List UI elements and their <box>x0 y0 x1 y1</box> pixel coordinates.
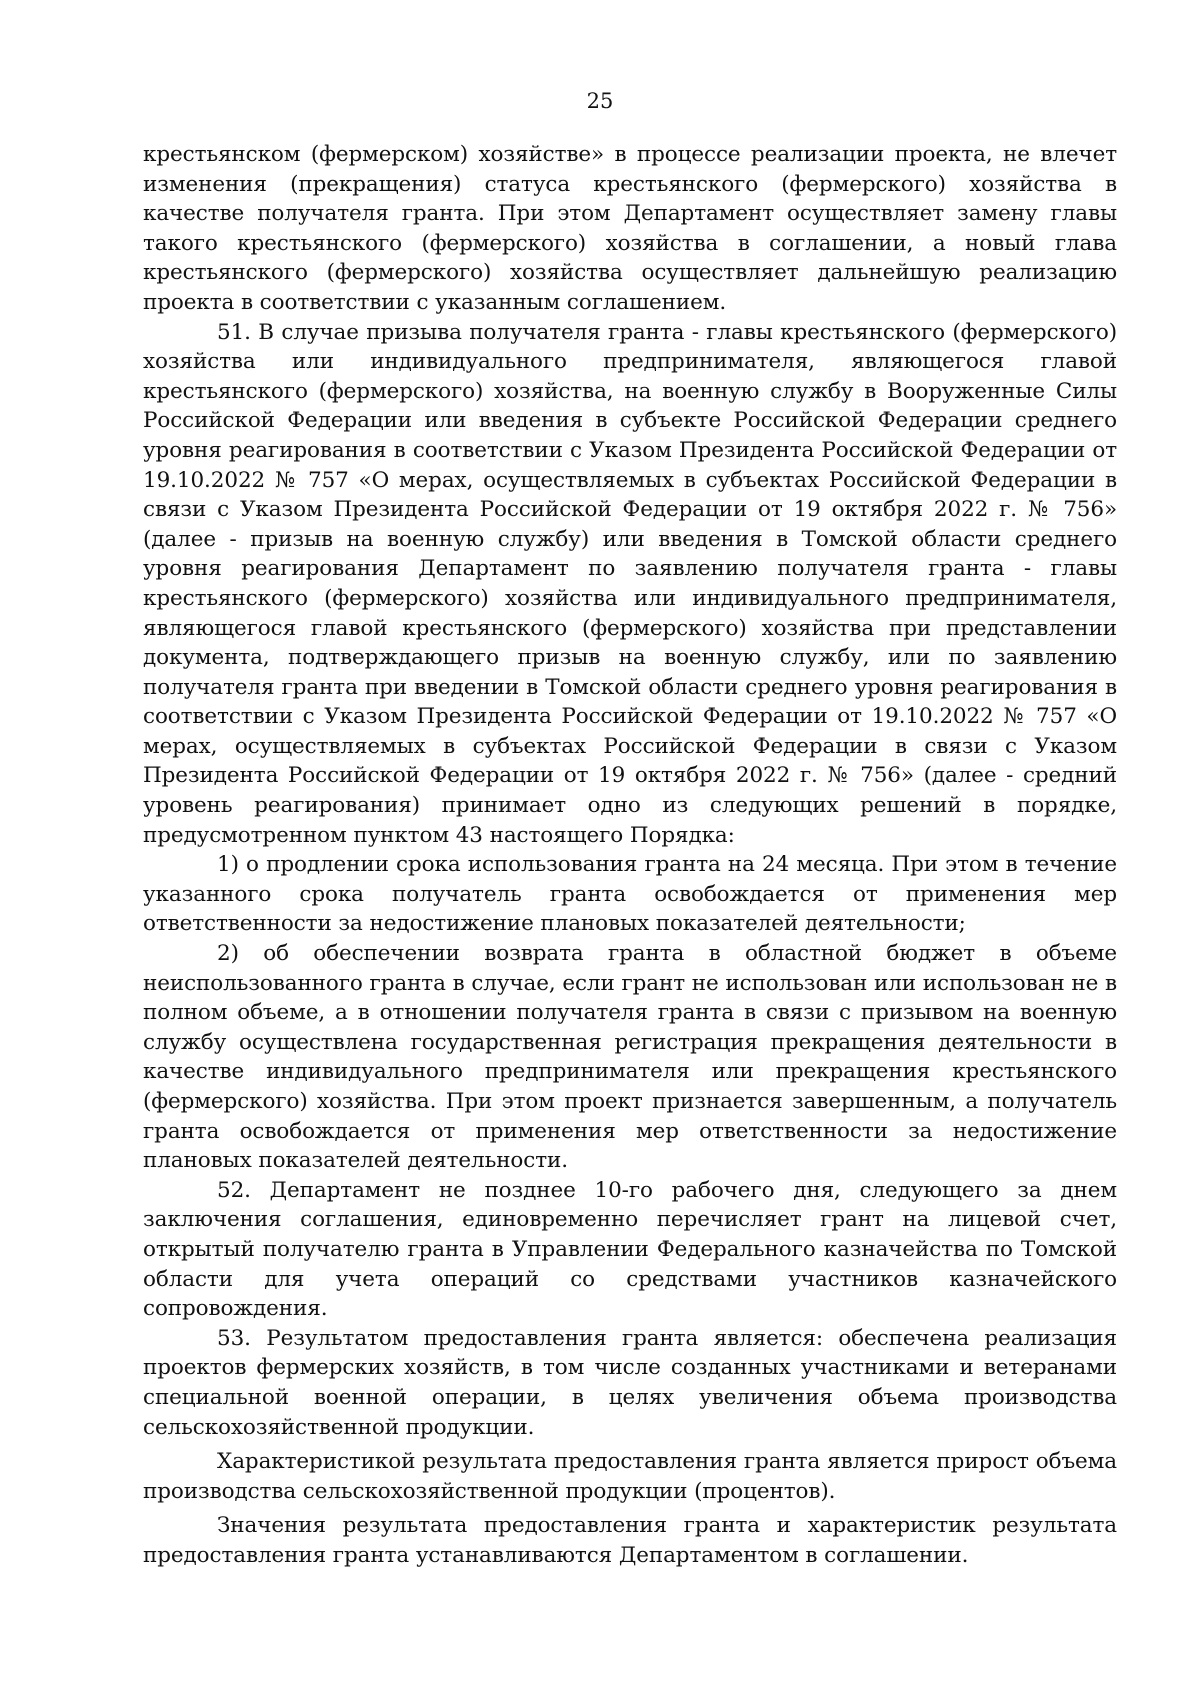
paragraph-item-51: 51. В случае призыва получателя гранта - главы крестьянского (фермерского) хозяйства или индивидуального предпринимателя, являющегося главой крестьянского (фермерского) хозяйства, на военную службу в Вооруженные Силы Российской Федерации или введения в субъекте Российской Федерации среднего уровня реагирования в соответствии с Указом Президента Российской Федерации от 19.10.2022 № 757 «О мерах, осуществляемых в субъектах Российской Федерации в связи с Указом Президента Российской Федерации от 19 октября 2022 г. № 756» (далее - призыв на военную службу) или введения в Томской области среднего уровня реагирования Департамент по заявлению получателя гранта - главы крестьянского (фермерского) хозяйства или индивидуального предпринимателя, являющегося главой крестьянского (фермерского) хозяйства при представлении документа, подтверждающего призыв на военную службу, или по заявлению получателя гранта при введении в Томской области среднего уровня реагирования в соответствии с Указом Президента Российской Федерации от 19.10.2022 № 757 «О мерах, осуществляемых в субъектах Российской Федерации в связи с Указом Президента Российской Федерации от 19 октября 2022 г. № 756» (далее - средний уровень реагирования) принимает одно из следующих решений в порядке, предусмотренном пунктом 43 настоящего Порядка: <box>143 319 1117 848</box>
paragraph-item-53: 53. Результатом предоставления гранта является: обеспечена реализация проектов фермерских хозяйств, в том числе созданных участниками и ветеранами специальной военной операции, в целях увеличения объема производства сельскохозяйственной продукции. <box>143 1325 1117 1440</box>
document-body <box>143 140 1117 1571</box>
page-number: 25 <box>586 89 614 113</box>
paragraph-item-52: 52. Департамент не позднее 10-го рабочего дня, следующего за днем заключения соглашения, единовременно перечисляет грант на лицевой счет, открытый получателю гранта в Управлении Федерального казначейства по Томской области для учета операций со средствами участников казначейского сопровождения. <box>143 1177 1117 1322</box>
paragraph-subitem-2: 2) об обеспечении возврата гранта в областной бюджет в объеме неиспользованного гранта в случае, если грант не использован или использован не в полном объеме, а в отношении получателя гранта в связи с призывом на военную службу осуществлена государственная регистрация прекращения деятельности в качестве индивидуального предпринимателя или прекращения крестьянского (фермерского) хозяйства. При этом проект признается завершенным, а получатель гранта освобождается от применения мер ответственности за недостижение плановых показателей деятельности. <box>143 941 1117 1174</box>
paragraph-subitem-1: 1) о продлении срока использования гранта на 24 месяца. При этом в течение указанного срока получатель гранта освобождается от применения мер ответственности за недостижение плановых показателей деятельности; <box>143 852 1117 937</box>
paragraph-result-characteristic: Характеристикой результата предоставления гранта является прирост объема производства сельскохозяйственной продукции (процентов). <box>143 1449 1117 1504</box>
paragraph-continuation: крестьянском (фермерском) хозяйстве» в процессе реализации проекта, не влечет изменения (прекращения) статуса крестьянского (фермерского) хозяйства в качестве получателя гранта. При этом Департамент осуществляет замену главы такого крестьянского (фермерского) хозяйства в соглашении, а новый глава крестьянского (фермерского) хозяйства осуществляет дальнейшую реализацию проекта в соответствии с указанным соглашением. <box>143 142 1117 315</box>
paragraph-result-values: Значения результата предоставления гранта и характеристик результата предоставления гранта устанавливаются Департаментом в соглашении. <box>143 1513 1117 1568</box>
